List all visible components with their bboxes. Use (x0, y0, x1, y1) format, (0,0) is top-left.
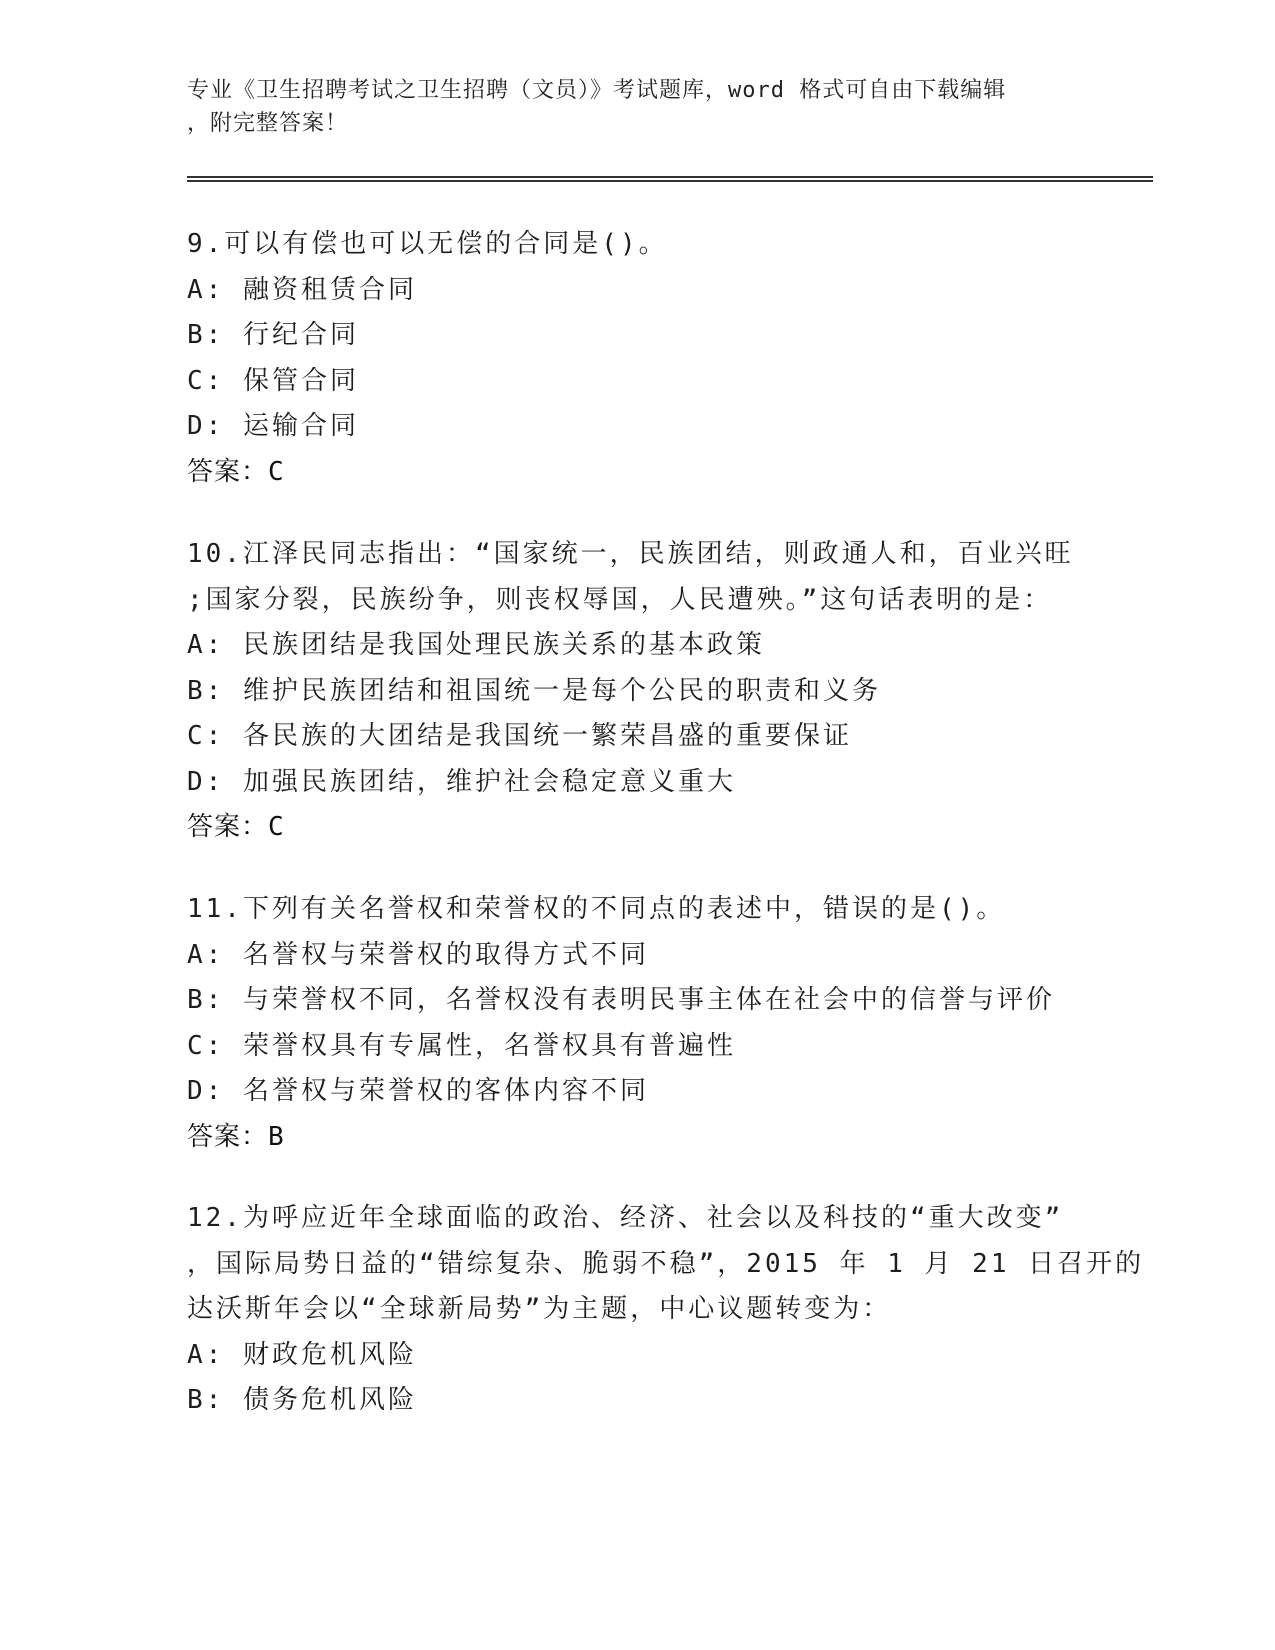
answer: 答案：C (187, 456, 285, 487)
question-9 (187, 222, 1087, 495)
option-c: C: 各民族的大团结是我国统一繁荣昌盛的重要保证 (187, 721, 852, 751)
question-stem: 达沃斯年会以“全球新局势”为主题，中心议题转变为： (187, 1294, 892, 1324)
option-d: D: 名誉权与荣誉权的客体内容不同 (187, 1076, 649, 1106)
question-stem: ，国际局势日益的“错综复杂、脆弱不稳”，2015 年 1 月 21 日召开的 (187, 1248, 1145, 1279)
answer: 答案：C (187, 812, 285, 842)
option-b: B: 维护民族团结和祖国统一是每个公民的职责和义务 (187, 675, 881, 706)
option-d: D: 运输合同 (187, 411, 359, 441)
page-header (187, 74, 1087, 140)
option-c: C: 荣誉权具有专属性，名誉权具有普遍性 (187, 1030, 736, 1061)
header-divider (187, 176, 1153, 182)
option-a: A: 融资租赁合同 (187, 274, 417, 305)
option-d: D: 加强民族团结，维护社会稳定意义重大 (187, 766, 736, 797)
question-stem: 10.江泽民同志指出：“国家统一，民族团结，则政通人和，百业兴旺 (187, 539, 1074, 569)
option-a: A: 财政危机风险 (187, 1339, 417, 1370)
option-c: C: 保管合同 (187, 365, 359, 396)
option-a: A: 名誉权与荣誉权的取得方式不同 (187, 939, 649, 970)
question-stem: 9.可以有偿也可以无偿的合同是()。 (187, 229, 668, 259)
header-line-2: ，附完整答案！ (187, 111, 349, 136)
question-11 (187, 887, 1087, 1160)
option-a: A: 民族团结是我国处理民族关系的基本政策 (187, 630, 765, 660)
header-line-1: 专业《卫生招聘考试之卫生招聘（文员）》考试题库，word 格式可自由下载编辑 (187, 78, 1007, 103)
answer: 答案：B (187, 1121, 285, 1152)
question-stem: 12.为呼应近年全球面临的政治、经济、社会以及科技的“重大改变” (187, 1203, 1064, 1233)
option-b: B: 行纪合同 (187, 320, 359, 350)
question-stem: ;国家分裂，民族纷争，则丧权辱国，人民遭殃。”这句话表明的是： (187, 584, 1053, 615)
question-12 (187, 1196, 1145, 1424)
option-b: B: 与荣誉权不同，名誉权没有表明民事主体在社会中的信誉与评价 (187, 985, 1055, 1015)
question-stem: 11.下列有关名誉权和荣誉权的不同点的表述中，错误的是()。 (187, 894, 1006, 924)
option-b: B: 债务危机风险 (187, 1385, 417, 1415)
question-10 (187, 532, 1087, 851)
